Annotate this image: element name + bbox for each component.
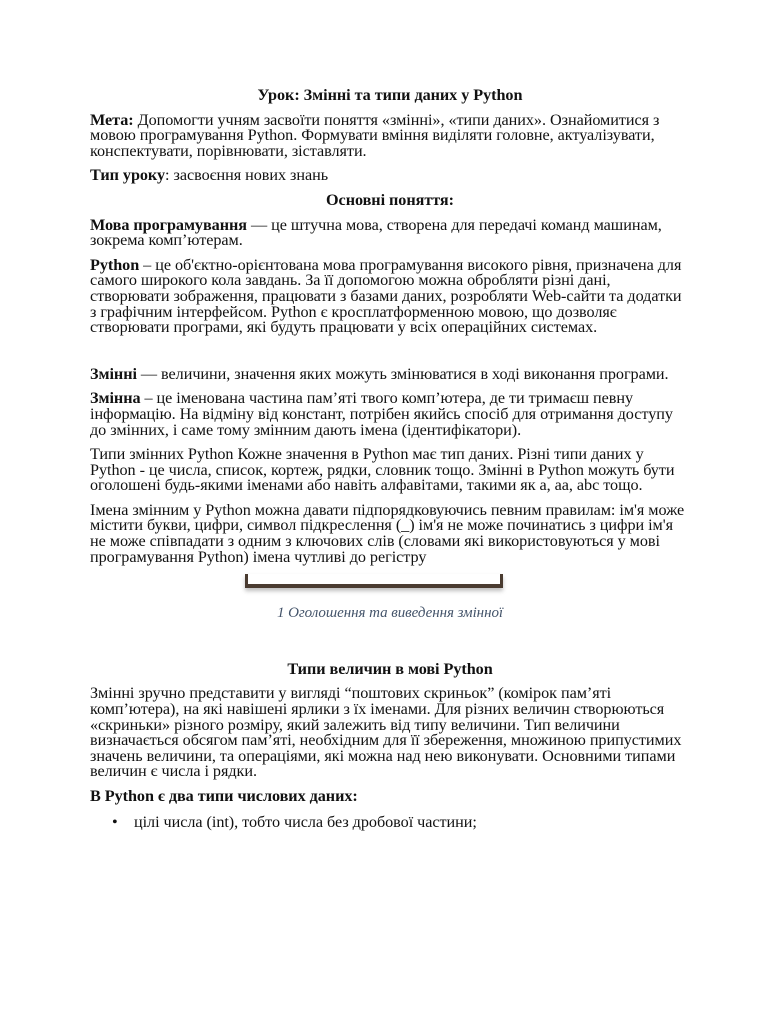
python-text: – це об'єктно-орієнтована мова програмування високого рівня, призначена для самого широкого кола завдань. За її допомогою можна обробляти різні дані, створювати зображення, працювати з базами даних, розробляти Web-сайти та додатки з графічним інтерфейсом. Python є кросплатформенною мовою, що дозволяє створювати програми, які будуть працювати у всіх операційних системах.	[90, 255, 682, 337]
goal-text: Допомогти учням засвоїти поняття «змінні», «типи даних». Ознайомитися з мовою програмування Python. Формувати вміння виділяти головне, актуалізувати, конспектувати, порівнювати, зіставляти.	[90, 110, 660, 160]
bullet-icon: •	[112, 812, 118, 831]
lesson-title: Урок: Змінні та типи даних у Python	[257, 86, 523, 104]
variable-label: Змінна	[90, 389, 141, 408]
figure-image-frame	[245, 574, 503, 588]
lesson-type-paragraph	[90, 168, 690, 184]
lesson-type-text: : засвоєння нових знань	[165, 166, 329, 185]
numeric-types-heading	[90, 789, 690, 805]
variables-text: — величини, значення яких можуть змінюватися в ході виконання програми.	[136, 364, 669, 383]
variable-types-paragraph: Типи змінних Python Кожне значення в Python має тип даних. Різні типи даних у Python - це числа, список, кортеж, рядки, словник тощо. Змінні в Python можуть бути оголошені будь-якими іменами або навіть алфавітами, такими як a, aa, abc тощо.	[90, 445, 675, 495]
variable-definition-paragraph	[90, 391, 690, 438]
goal-label: Мета:	[90, 110, 134, 129]
variable-text: – це іменована частина пам’яті твого комп’ютера, де ти тримаєш певну інформацію. На відміну від констант, потрібен якийсь спосіб для отримання доступу до змінних, і саме тому змінним дають імена (ідентифікатори).	[90, 389, 673, 439]
lesson-type-label: Тип уроку	[90, 166, 166, 185]
list-item-text: цілі числа (int), тобто числа без дробової частини;	[134, 812, 477, 831]
spacer	[90, 345, 690, 367]
section-heading-value-types: Типи величин в мові Python	[287, 659, 493, 678]
goal-paragraph	[90, 110, 690, 160]
variables-definition-paragraph	[90, 364, 690, 383]
variable-names-paragraph: Імена змінним у Python можна давати підпорядковуючись певним правилам: ім'я може містити букви, цифри, символ підкреслення (_) ім'я не може починатись з цифри ім'я не може співпадати з одним з ключових слів (словами які використовуються у мові програмування Python) імена чутливі до регістру	[90, 500, 685, 566]
mailboxes-paragraph: Змінні зручно представити у вигляді “поштових скриньок” (комірок пам’яті комп’ютера), на які навішені ярлики з їх іменами. Для різних величин створюються «скриньки» різного розміру, який залежить від типу величини. Тип величини визначається обсягом пам’яті, необхідним для її збереження, множиною припустимих значень величини, та операціями, які можна над нею виконувати. Основними типами величин є числа і рядки.	[90, 684, 682, 781]
numeric-types-list	[90, 812, 690, 831]
figure-caption: 1 Оголошення та виведення змінної	[276, 605, 504, 622]
section-heading-basic-concepts: Основні поняття:	[326, 190, 454, 209]
numeric-types-heading-text: В Python є два типи числових даних:	[90, 787, 358, 805]
document-page	[90, 88, 690, 830]
prog-language-text: — це штучна мова, створена для передачі команд машинам, зокрема комп’ютерам.	[90, 215, 662, 250]
prog-language-paragraph	[90, 215, 690, 250]
python-definition-paragraph	[90, 255, 690, 337]
prog-language-label: Мова програмування	[90, 215, 247, 234]
list-item	[90, 812, 690, 831]
variables-label: Змінні	[90, 364, 137, 383]
python-label: Python	[90, 255, 140, 274]
figure-image	[90, 574, 690, 596]
